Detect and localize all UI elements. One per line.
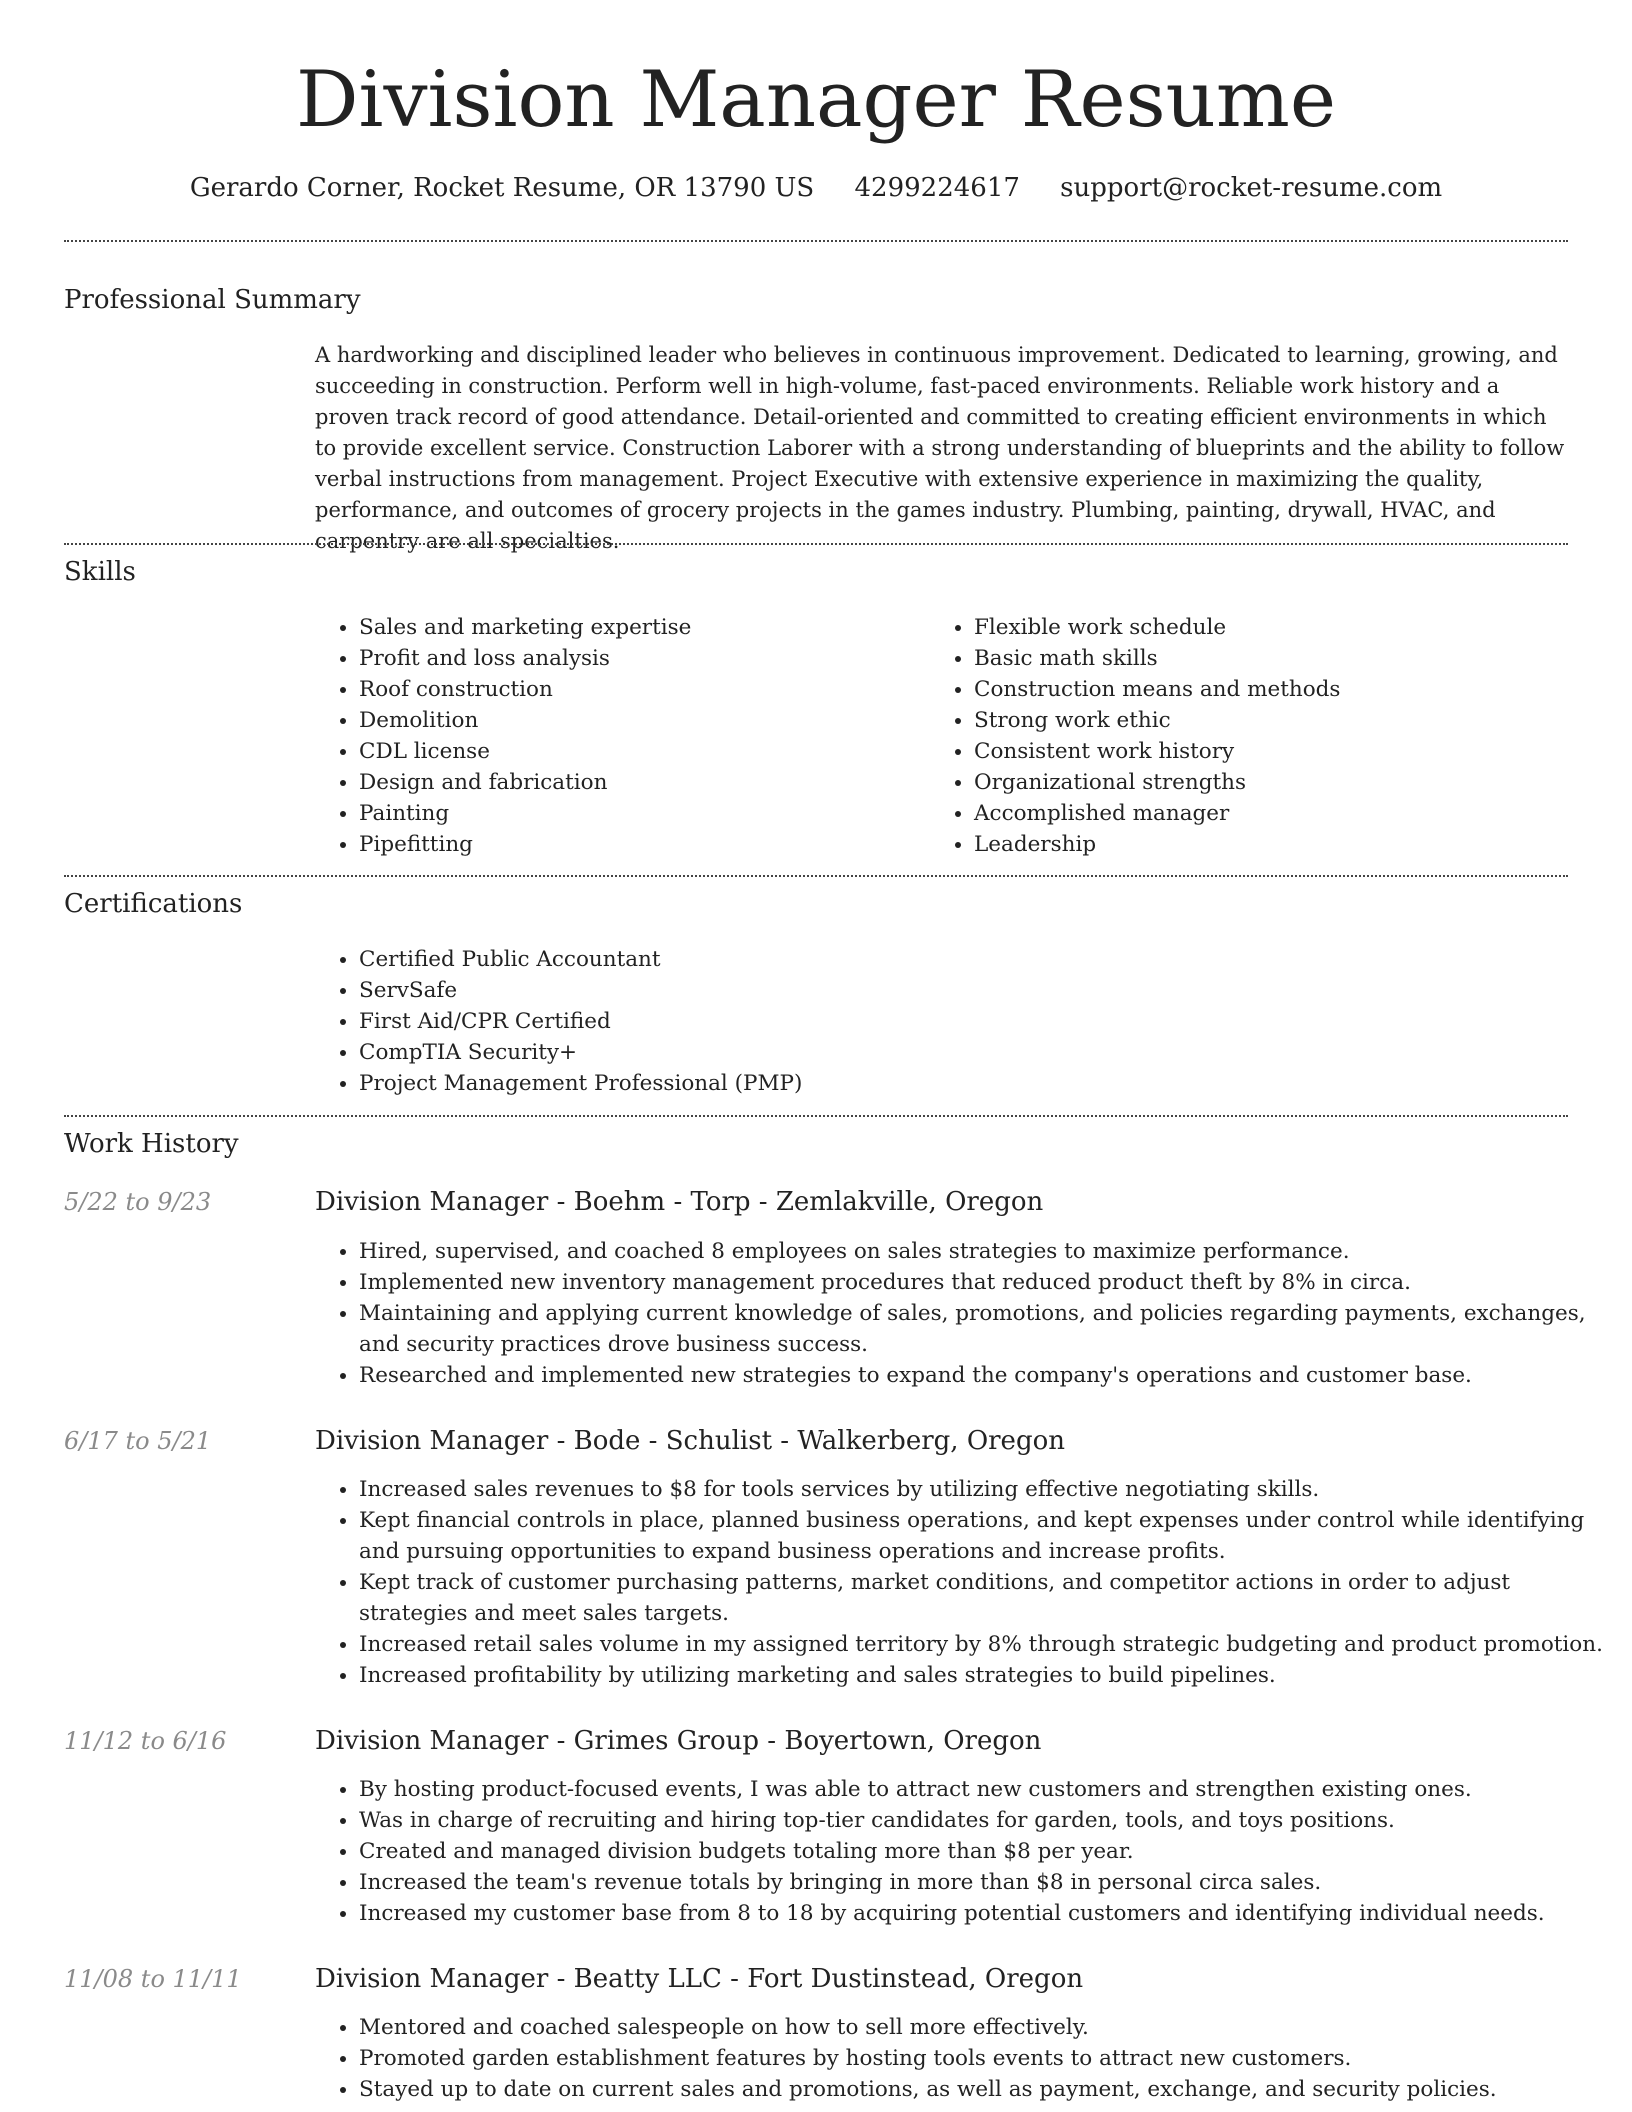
divider [64, 543, 1568, 545]
job-bullets [315, 1474, 1609, 1691]
list-item: • Kept financial controls in place, planned business operations, and kept expenses under control while identifying and pursuing opportunities to expand business operations and increase profits. [359, 1505, 1609, 1567]
list-item: • Increased my customer base from 8 to 18 by acquiring potential customers and identifying individual needs. [359, 1898, 1609, 1929]
list-item: • Accomplished manager [974, 798, 1594, 829]
list-item: • First Aid/CPR Certified [359, 1006, 1559, 1037]
list-item: • Flexible work schedule [974, 612, 1594, 643]
job-bullets [315, 1236, 1609, 1391]
list-item: • Was in charge of recruiting and hiring top-tier candidates for garden, tools, and toys positions. [359, 1805, 1609, 1836]
list-item: • Basic math skills [974, 643, 1594, 674]
list-item: • Organizational strengths [974, 767, 1594, 798]
list-item: • Increased sales revenues to $8 for tools services by utilizing effective negotiating skills. [359, 1474, 1609, 1505]
contact-address: Gerardo Corner, Rocket Resume, OR 13790 US [189, 173, 815, 203]
summary-text: A hardworking and disciplined leader who believes in continuous improvement. Dedicated to learning, growing, and succeeding in construction. Perform well in high-volume, fast-paced environments. Reliable work history and a proven track record of good attendance. Detail-oriented and committed to creating efficient environments in which to provide excellent service. Construction Laborer with a strong understanding of blueprints and the ability to follow verbal instructions from management. Project Executive with extensive experience in maximizing the quality, performance, and outcomes of grocery projects in the games industry. Plumbing, painting, drywall, HVAC, and carpentry are all specialties. [315, 343, 1565, 553]
job-dates: 11/12 to 6/16 [64, 1727, 227, 1755]
list-item: • Stayed up to date on current sales and promotions, as well as payment, exchange, and security policies. [359, 2074, 1609, 2105]
list-item: • Sales and marketing expertise [359, 612, 919, 643]
section-heading-skills: Skills [64, 557, 136, 587]
divider [64, 240, 1568, 242]
section-heading-certifications: Certifications [64, 889, 243, 919]
list-item: • Roof construction [359, 674, 919, 705]
section-heading-work: Work History [64, 1129, 239, 1159]
list-item: • Maintaining and applying current knowledge of sales, promotions, and policies regarding payments, exchanges, and security practices drove business success. [359, 1298, 1609, 1360]
list-item: • Strong work ethic [974, 705, 1594, 736]
section-heading-summary: Professional Summary [64, 285, 361, 315]
job-title: Division Manager - Beatty LLC - Fort Dustinstead, Oregon [315, 1964, 1084, 1994]
list-item: • Painting [359, 798, 919, 829]
list-item: • CDL license [359, 736, 919, 767]
list-item: • Consistent work history [974, 736, 1594, 767]
list-item: • Profit and loss analysis [359, 643, 919, 674]
list-item: • Promoted garden establishment features by hosting tools events to attract new customers. [359, 2043, 1609, 2074]
list-item: • Construction means and methods [974, 674, 1594, 705]
job-bullets [315, 1774, 1609, 1929]
divider [64, 1115, 1568, 1117]
job-title: Division Manager - Grimes Group - Boyertown, Oregon [315, 1726, 1042, 1756]
list-item: • CompTIA Security+ [359, 1037, 1559, 1068]
list-item: • Implemented new inventory management procedures that reduced product theft by 8% in circa. [359, 1267, 1609, 1298]
job-title: Division Manager - Boehm - Torp - Zemlakville, Oregon [315, 1187, 1044, 1217]
job-bullets [315, 2012, 1609, 2105]
list-item: • Leadership [974, 829, 1594, 860]
list-item: • Pipefitting [359, 829, 919, 860]
list-item: • Hired, supervised, and coached 8 employees on sales strategies to maximize performance. [359, 1236, 1609, 1267]
list-item: • Demolition [359, 705, 919, 736]
contact-email: support@rocket-resume.com [1060, 173, 1443, 203]
skills-list-left [315, 612, 919, 860]
job-dates: 5/22 to 9/23 [64, 1188, 212, 1216]
list-item: • Project Management Professional (PMP) [359, 1068, 1559, 1099]
list-item: • ServSafe [359, 975, 1559, 1006]
page-title: Division Manager Resume [295, 55, 1336, 145]
list-item: • Increased the team's revenue totals by bringing in more than $8 in personal circa sales. [359, 1867, 1609, 1898]
list-item: • By hosting product-focused events, I was able to attract new customers and strengthen existing ones. [359, 1774, 1609, 1805]
divider [64, 875, 1568, 877]
certifications-list [315, 944, 1559, 1099]
list-item: • Certified Public Accountant [359, 944, 1559, 975]
job-title: Division Manager - Bode - Schulist - Walkerberg, Oregon [315, 1426, 1065, 1456]
list-item: • Created and managed division budgets totaling more than $8 per year. [359, 1836, 1609, 1867]
list-item: • Design and fabrication [359, 767, 919, 798]
job-dates: 6/17 to 5/21 [64, 1427, 212, 1455]
contact-phone: 4299224617 [854, 173, 1020, 203]
list-item: • Increased retail sales volume in my assigned territory by 8% through strategic budgeting and product promotion. [359, 1629, 1609, 1660]
list-item: • Mentored and coached salespeople on how to sell more effectively. [359, 2012, 1609, 2043]
list-item: • Kept track of customer purchasing patterns, market conditions, and competitor actions in order to adjust strategies and meet sales targets. [359, 1567, 1609, 1629]
list-item: • Researched and implemented new strategies to expand the company's operations and customer base. [359, 1360, 1609, 1391]
contact-line [0, 170, 1632, 206]
skills-list-right [930, 612, 1594, 860]
job-dates: 11/08 to 11/11 [64, 1965, 242, 1993]
list-item: • Increased profitability by utilizing marketing and sales strategies to build pipelines. [359, 1660, 1609, 1691]
